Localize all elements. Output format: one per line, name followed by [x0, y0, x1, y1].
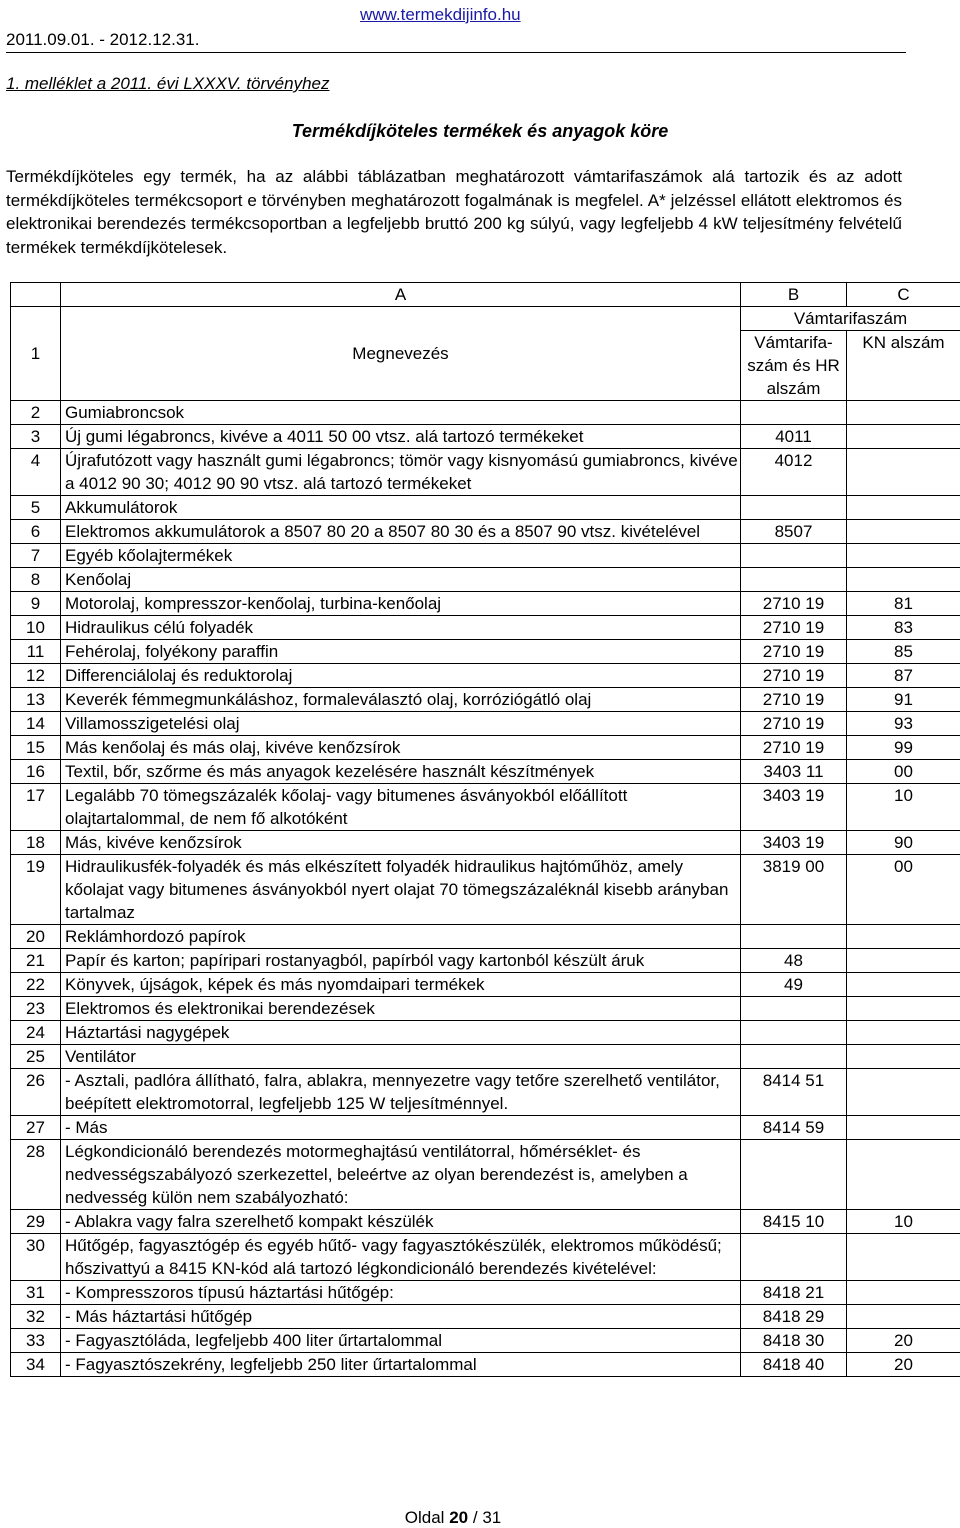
- table-row: [11, 973, 960, 997]
- row-kn-alszam: [847, 544, 960, 568]
- row-vamtarifaszam: [741, 997, 847, 1021]
- row-number: 1: [11, 307, 61, 401]
- row-vamtarifaszam: [741, 1140, 847, 1210]
- header-rule: [6, 52, 906, 53]
- row-name: - Fagyasztószekrény, legfeljebb 250 liter űrtartalommal: [61, 1353, 741, 1377]
- row-name: Kenőolaj: [61, 568, 741, 592]
- row-name: - Más háztartási hűtőgép: [61, 1305, 741, 1329]
- row-name: - Asztali, padlóra állítható, falra, ablakra, mennyezetre vagy tetőre szerelhető ventilátor, beépített elektromotorral, legfeljebb 125 W teljesítménnyel.: [61, 1069, 741, 1116]
- row-kn-alszam: 00: [847, 855, 960, 925]
- vamtarifaszam-header: Vámtarifaszám: [741, 307, 960, 331]
- table-row: [11, 1234, 960, 1281]
- table-row: [11, 712, 960, 736]
- table-row: [11, 1116, 960, 1140]
- row-number: 29: [11, 1210, 61, 1234]
- row-vamtarifaszam: 8418 30: [741, 1329, 847, 1353]
- row-name: Hűtőgép, fagyasztógép és egyéb hűtő- vagy fagyasztókészülék, elektromos működésű; hőszivattyú a 8415 KN-kód alá tartozó légkondicionáló berendezés kivételével:: [61, 1234, 741, 1281]
- page-label: Oldal: [404, 1508, 445, 1527]
- row-name: Villamosszigetelési olaj: [61, 712, 741, 736]
- row-name: Reklámhordozó papírok: [61, 925, 741, 949]
- col-a-header: A: [61, 283, 741, 307]
- row-vamtarifaszam: 8415 10: [741, 1210, 847, 1234]
- row-kn-alszam: [847, 401, 960, 425]
- page-sep: /: [472, 1508, 478, 1527]
- row-name: Motorolaj, kompresszor-kenőolaj, turbina-kenőolaj: [61, 592, 741, 616]
- row-kn-alszam: [847, 496, 960, 520]
- row-vamtarifaszam: 4012: [741, 449, 847, 496]
- row-vamtarifaszam: 8414 59: [741, 1116, 847, 1140]
- row-number: 6: [11, 520, 61, 544]
- site-link[interactable]: www.termekdijinfo.hu: [360, 5, 521, 24]
- row-kn-alszam: [847, 449, 960, 496]
- row-kn-alszam: 10: [847, 784, 960, 831]
- row-name: Papír és karton; papíripari rostanyagból, papírból vagy kartonból készült áruk: [61, 949, 741, 973]
- row-vamtarifaszam: 2710 19: [741, 688, 847, 712]
- b-subheader: Vámtarifa-szám és HR alszám: [741, 331, 847, 401]
- table-row: [11, 831, 960, 855]
- intro-paragraph: Termékdíjköteles egy termék, ha az alábbi táblázatban meghatározott vámtarifaszámok alá tartozik és az adott termékdíjköteles termékcsoport e törvényben meghatározott fogalmának is megfelel. A* jelzéssel ellátott elektromos és elektronikai berendezés termékcsoportban a legfeljebb bruttó 200 kg súlyú, vagy legfeljebb 4 kW teljesítmény felvételű termékek termékdíjkötelesek.: [6, 167, 902, 257]
- row-number: 34: [11, 1353, 61, 1377]
- row-number: 13: [11, 688, 61, 712]
- table-row: [11, 1069, 960, 1116]
- table-row: [11, 949, 960, 973]
- row-name: Elektromos akkumulátorok a 8507 80 20 a 8507 80 30 és a 8507 90 vtsz. kivételével: [61, 520, 741, 544]
- row-number: 23: [11, 997, 61, 1021]
- row-name: Textil, bőr, szőrme és más anyagok kezelésére használt készítmények: [61, 760, 741, 784]
- table-row: [11, 401, 960, 425]
- row-name: Fehérolaj, folyékony paraffin: [61, 640, 741, 664]
- row-kn-alszam: [847, 425, 960, 449]
- row-kn-alszam: 10: [847, 1210, 960, 1234]
- row-number: 33: [11, 1329, 61, 1353]
- row-kn-alszam: 93: [847, 712, 960, 736]
- row-name: Újrafutózott vagy használt gumi légabroncs; tömör vagy kisnyomású gumiabroncs, kivéve a 4012 90 30; 4012 90 90 vtsz. alá tartozó termékeket: [61, 449, 741, 496]
- row-name: Más, kivéve kenőzsírok: [61, 831, 741, 855]
- table-row: [11, 496, 960, 520]
- row-number: 3: [11, 425, 61, 449]
- megnevezes-header: Megnevezés: [61, 307, 741, 401]
- row-number: 15: [11, 736, 61, 760]
- row-kn-alszam: [847, 1116, 960, 1140]
- table-row: [11, 425, 960, 449]
- page-total: 31: [482, 1508, 502, 1527]
- row-kn-alszam: [847, 997, 960, 1021]
- row-vamtarifaszam: 48: [741, 949, 847, 973]
- row-kn-alszam: [847, 973, 960, 997]
- row-vamtarifaszam: 49: [741, 973, 847, 997]
- row-name: Legalább 70 tömegszázalék kőolaj- vagy bitumenes ásványokból előállított olajtartalommal, de nem fő alkotóként: [61, 784, 741, 831]
- row-number: 4: [11, 449, 61, 496]
- row-kn-alszam: [847, 925, 960, 949]
- row-vamtarifaszam: [741, 568, 847, 592]
- row-kn-alszam: 90: [847, 831, 960, 855]
- row-kn-alszam: 85: [847, 640, 960, 664]
- row-name: Elektromos és elektronikai berendezések: [61, 997, 741, 1021]
- table-row: [11, 592, 960, 616]
- row-number: 32: [11, 1305, 61, 1329]
- col-c-header: C: [847, 283, 960, 307]
- row-number: 22: [11, 973, 61, 997]
- row-number: 14: [11, 712, 61, 736]
- row-number: 28: [11, 1140, 61, 1210]
- row-kn-alszam: 91: [847, 688, 960, 712]
- table-row: [11, 1305, 960, 1329]
- table-row: [11, 1045, 960, 1069]
- table-row: [11, 1021, 960, 1045]
- row-kn-alszam: [847, 1305, 960, 1329]
- row-number: 21: [11, 949, 61, 973]
- row-number: 5: [11, 496, 61, 520]
- row-vamtarifaszam: 3403 19: [741, 784, 847, 831]
- row-number: 19: [11, 855, 61, 925]
- row-vamtarifaszam: [741, 1021, 847, 1045]
- row-number: 10: [11, 616, 61, 640]
- table-row: [11, 664, 960, 688]
- row-kn-alszam: [847, 1045, 960, 1069]
- row-kn-alszam: 20: [847, 1353, 960, 1377]
- row-number: 31: [11, 1281, 61, 1305]
- header-row: [11, 307, 960, 331]
- column-letter-row: [11, 283, 960, 307]
- row-number: 11: [11, 640, 61, 664]
- table-row: [11, 520, 960, 544]
- row-number: 16: [11, 760, 61, 784]
- row-vamtarifaszam: 2710 19: [741, 712, 847, 736]
- row-kn-alszam: [847, 949, 960, 973]
- row-kn-alszam: 20: [847, 1329, 960, 1353]
- page-footer: [0, 1508, 906, 1528]
- empty-cell: [11, 283, 61, 307]
- table-row: [11, 855, 960, 925]
- row-kn-alszam: 81: [847, 592, 960, 616]
- row-vamtarifaszam: 3819 00: [741, 855, 847, 925]
- row-name: Hidraulikus célú folyadék: [61, 616, 741, 640]
- row-name: Gumiabroncsok: [61, 401, 741, 425]
- row-number: 17: [11, 784, 61, 831]
- row-vamtarifaszam: 3403 11: [741, 760, 847, 784]
- table-row: [11, 1353, 960, 1377]
- product-table: [10, 282, 960, 1377]
- row-number: 12: [11, 664, 61, 688]
- row-vamtarifaszam: [741, 544, 847, 568]
- row-name: Hidraulikusfék-folyadék és más elkészített folyadék hidraulikus hajtóműhöz, amely kőolajat vagy bitumenes ásványokból nyert olajat 70 tömegszázaléknál kisebb arányban tartalmaz: [61, 855, 741, 925]
- table-row: [11, 449, 960, 496]
- table-row: [11, 1281, 960, 1305]
- table-row: [11, 997, 960, 1021]
- table-row: [11, 760, 960, 784]
- table-row: [11, 568, 960, 592]
- row-vamtarifaszam: 4011: [741, 425, 847, 449]
- table-row: [11, 784, 960, 831]
- document-title: Termékdíjköteles termékek és anyagok köre: [291, 121, 669, 141]
- row-kn-alszam: [847, 1021, 960, 1045]
- row-name: Egyéb kőolajtermékek: [61, 544, 741, 568]
- row-kn-alszam: 99: [847, 736, 960, 760]
- row-kn-alszam: [847, 520, 960, 544]
- row-number: 9: [11, 592, 61, 616]
- row-vamtarifaszam: [741, 1234, 847, 1281]
- row-name: Légkondicionáló berendezés motormeghajtású ventilátorral, hőmérséklet- és nedvességszabályozó szerkezettel, beleértve az olyan berendezést is, amelyben a nedvesség külön nem szabályozható:: [61, 1140, 741, 1210]
- row-vamtarifaszam: [741, 1045, 847, 1069]
- row-kn-alszam: [847, 1234, 960, 1281]
- table-row: [11, 736, 960, 760]
- row-number: 26: [11, 1069, 61, 1116]
- row-number: 24: [11, 1021, 61, 1045]
- row-number: 20: [11, 925, 61, 949]
- table-row: [11, 640, 960, 664]
- row-name: - Ablakra vagy falra szerelhető kompakt készülék: [61, 1210, 741, 1234]
- row-name: - Kompresszoros típusú háztartási hűtőgép:: [61, 1281, 741, 1305]
- row-number: 30: [11, 1234, 61, 1281]
- row-number: 25: [11, 1045, 61, 1069]
- row-vamtarifaszam: 2710 19: [741, 736, 847, 760]
- row-number: 7: [11, 544, 61, 568]
- row-kn-alszam: 00: [847, 760, 960, 784]
- table-row: [11, 616, 960, 640]
- row-kn-alszam: 83: [847, 616, 960, 640]
- row-kn-alszam: [847, 1069, 960, 1116]
- row-vamtarifaszam: [741, 496, 847, 520]
- table-row: [11, 544, 960, 568]
- table-row: [11, 1140, 960, 1210]
- row-vamtarifaszam: 8418 40: [741, 1353, 847, 1377]
- row-kn-alszam: [847, 1140, 960, 1210]
- date-range: 2011.09.01. - 2012.12.31.: [6, 30, 200, 49]
- row-name: Más kenőolaj és más olaj, kivéve kenőzsírok: [61, 736, 741, 760]
- row-vamtarifaszam: 8418 21: [741, 1281, 847, 1305]
- c-subheader: KN alszám: [847, 331, 960, 401]
- row-number: 18: [11, 831, 61, 855]
- row-name: Keverék fémmegmunkáláshoz, formaleválasztó olaj, korróziógátló olaj: [61, 688, 741, 712]
- table-row: [11, 1210, 960, 1234]
- row-name: Új gumi légabroncs, kivéve a 4011 50 00 vtsz. alá tartozó termékeket: [61, 425, 741, 449]
- row-vamtarifaszam: [741, 401, 847, 425]
- table-row: [11, 688, 960, 712]
- row-kn-alszam: [847, 1281, 960, 1305]
- row-number: 8: [11, 568, 61, 592]
- row-name: Háztartási nagygépek: [61, 1021, 741, 1045]
- row-name: Ventilátor: [61, 1045, 741, 1069]
- row-vamtarifaszam: 8507: [741, 520, 847, 544]
- row-name: Akkumulátorok: [61, 496, 741, 520]
- row-vamtarifaszam: 2710 19: [741, 592, 847, 616]
- row-name: Könyvek, újságok, képek és más nyomdaipari termékek: [61, 973, 741, 997]
- row-number: 27: [11, 1116, 61, 1140]
- row-vamtarifaszam: 2710 19: [741, 664, 847, 688]
- row-name: Differenciálolaj és reduktorolaj: [61, 664, 741, 688]
- row-vamtarifaszam: 8418 29: [741, 1305, 847, 1329]
- page-current: 20: [449, 1508, 469, 1527]
- table-row: [11, 925, 960, 949]
- col-b-header: B: [741, 283, 847, 307]
- row-kn-alszam: 87: [847, 664, 960, 688]
- row-vamtarifaszam: 3403 19: [741, 831, 847, 855]
- row-vamtarifaszam: [741, 925, 847, 949]
- annex-reference: 1. melléklet a 2011. évi LXXXV. törvényhez: [6, 74, 330, 93]
- row-name: - Fagyasztóláda, legfeljebb 400 liter űrtartalommal: [61, 1329, 741, 1353]
- row-vamtarifaszam: 8414 51: [741, 1069, 847, 1116]
- row-vamtarifaszam: 2710 19: [741, 616, 847, 640]
- row-kn-alszam: [847, 568, 960, 592]
- row-vamtarifaszam: 2710 19: [741, 640, 847, 664]
- row-name: - Más: [61, 1116, 741, 1140]
- row-number: 2: [11, 401, 61, 425]
- table-row: [11, 1329, 960, 1353]
